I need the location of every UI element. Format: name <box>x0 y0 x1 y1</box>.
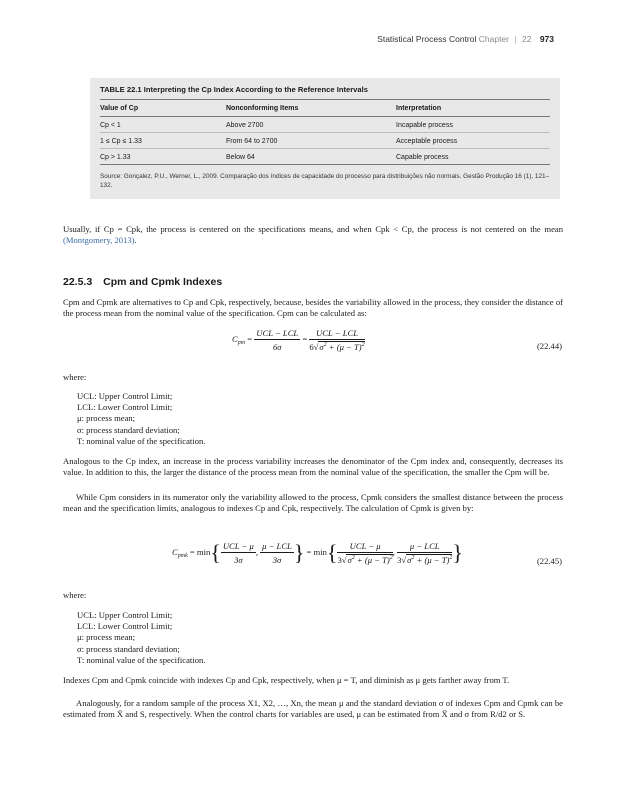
list-item: T: nominal value of the specification. <box>77 435 206 446</box>
table-header-row <box>100 100 550 117</box>
paragraph-estimation: Analogously, for a random sample of the process X1, X2, …, Xn, the mean μ and the standard deviation σ of indexes Cpm and Cpmk can be estimated from X̄ and S, respectively. When the control charts for variables are used, μ can be estimated from X̄ and σ from R/d2 or S. <box>63 698 563 720</box>
equation-number: (22.45) <box>536 556 562 566</box>
chapter-label: Chapter <box>478 34 509 44</box>
definition-list <box>77 610 205 666</box>
table-caption: TABLE 22.1 Interpreting the Cp Index According to the Reference Intervals <box>100 85 368 94</box>
table-cell: Incapable process <box>396 117 550 133</box>
table-cell: 1 ≤ Cp ≤ 1.33 <box>100 133 226 149</box>
cp-interpretation-table <box>100 99 550 165</box>
table-cell: Cp > 1.33 <box>100 149 226 165</box>
column-header: Interpretation <box>396 100 550 117</box>
table-cell: Above 2700 <box>226 117 396 133</box>
table-22-1 <box>90 78 560 199</box>
citation-link[interactable]: (Montgomery, 2013) <box>63 235 135 246</box>
paragraph-coincide: Indexes Cpm and Cpmk coincide with indexes Cp and Cpk, respectively, when μ = T, and diminish as μ gets farther away from T. <box>63 675 510 685</box>
chapter-number: 22 <box>521 34 532 44</box>
table-cell: Acceptable process <box>396 133 550 149</box>
list-item: σ: process standard deviation; <box>77 643 180 654</box>
equation-22-44: $C_{pm}$ = UCL − LCL 6σ = UCL − LCL $6√\sigma^2 + (\mu - T)^2$ <box>232 328 365 352</box>
equation-number: (22.44) <box>536 341 562 351</box>
page-number: 973 <box>539 34 554 44</box>
list-item: T: nominal value of the specification. <box>77 654 206 665</box>
table-cell: From 64 to 2700 <box>226 133 396 149</box>
paragraph-centering: Usually, if Cp = Cpk, the process is centered on the specifications means, and when Cpk < Cp, the process is not centered on the mean (Montgomery, 2013). <box>63 224 563 246</box>
column-header: Nonconforming Items <box>226 100 396 117</box>
list-item: UCL: Upper Control Limit; <box>77 610 173 620</box>
section-number: 22.5.3 <box>63 276 93 288</box>
header-separator: | <box>514 34 517 44</box>
column-header: Value of Cp <box>100 100 226 117</box>
section-heading <box>63 276 222 288</box>
running-title: Statistical Process Control <box>377 34 477 44</box>
paragraph-cpmk: While Cpm considers in its numerator only the variability allowed to the process, Cpmk considers the smallest distance between the process mean and the specification limits, analogous to indexes Cp and Cpk, respectively. The calculation of Cpmk is given by: <box>63 492 563 514</box>
table-row <box>100 149 550 165</box>
table-cell: Capable process <box>396 149 550 165</box>
paragraph-text: Usually, if Cp = Cpk, the process is centered on the specifications means, and when Cpk < Cp, the process is not centered on the mean <box>63 224 563 234</box>
definition-list <box>77 391 205 447</box>
table-row <box>100 117 550 133</box>
table-cell: Below 64 <box>226 149 396 165</box>
list-item: σ: process standard deviation; <box>77 424 180 435</box>
list-item: LCL: Lower Control Limit; <box>77 621 173 632</box>
table-row <box>100 133 550 149</box>
table-source: Source: Gonçalez, P.U., Werner, L., 2009. Comparação dos índices de capacidade do processo para distribuições não normais. Gestão Produção 16 (1), 121–132. <box>100 173 550 189</box>
section-title: Cpm and Cpmk Indexes <box>103 276 223 288</box>
list-item: μ: process mean; <box>77 632 136 643</box>
paragraph-analogous: Analogous to the Cp index, an increase in the process variability increases the denominator of the Cpm index and, consequently, decreases its value. In addition to this, the larger the distance of the process mean from the nominal value of the specification, the smaller the Cpm will be. <box>63 456 563 478</box>
where-label: where: <box>63 372 87 382</box>
where-label: where: <box>63 590 87 600</box>
list-item: UCL: Upper Control Limit; <box>77 391 173 401</box>
table-cell: Cp < 1 <box>100 117 226 133</box>
equation-22-45: $C_{pmk} = \min${ UCL − μ 3σ , μ − LCL 3σ } = min{ UCL − μ $3√\sigma^2 + (\mu - T)^2$ , μ − LCL $3√\sigma^2 + (\mu - T)^2$ } <box>172 540 463 565</box>
running-header <box>377 34 554 44</box>
list-item: μ: process mean; <box>77 413 136 424</box>
list-item: LCL: Lower Control Limit; <box>77 402 173 413</box>
paragraph-cpm-intro: Cpm and Cpmk are alternatives to Cp and Cpk, respectively, because, besides the variability allowed in the process, they consider the distance of the process mean from the nominal value of the specification. Cpm can be calculated as: <box>63 297 563 319</box>
